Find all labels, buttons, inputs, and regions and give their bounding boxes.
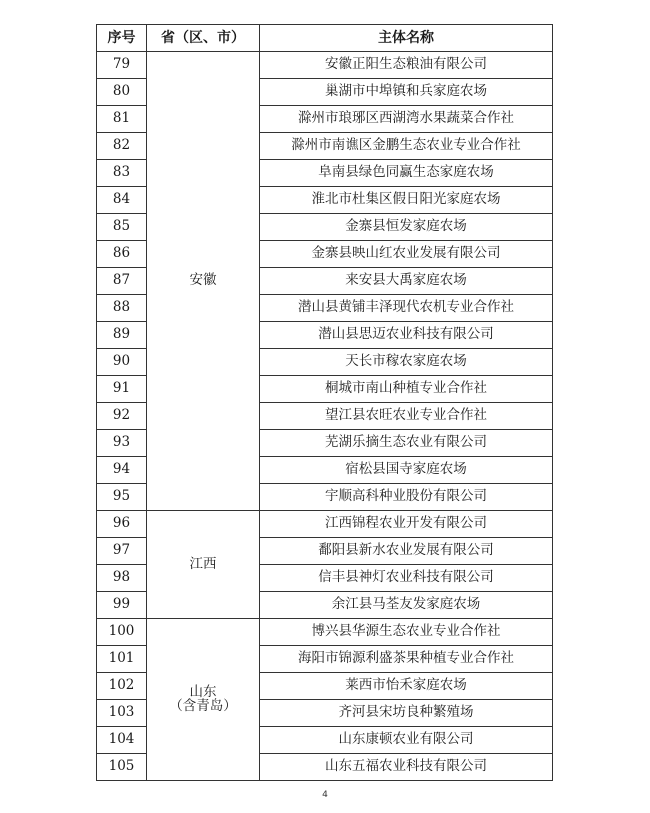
entity-name: 滁州市琅琊区西湖湾水果蔬菜合作社: [260, 106, 553, 133]
entity-name: 潜山县思迈农业科技有限公司: [260, 322, 553, 349]
row-number: 85: [97, 214, 147, 241]
table-row: [97, 619, 553, 646]
row-number: 91: [97, 376, 147, 403]
row-number: 94: [97, 457, 147, 484]
entity-name: 山东五福农业科技有限公司: [260, 754, 553, 781]
table-header-row: [97, 25, 553, 52]
row-number: 99: [97, 592, 147, 619]
entity-name: 鄱阳县新水农业发展有限公司: [260, 538, 553, 565]
province-label: 山东: [189, 684, 217, 700]
entity-name: 信丰县神灯农业科技有限公司: [260, 565, 553, 592]
province-label: 安徽: [189, 272, 217, 289]
row-number: 100: [97, 619, 147, 646]
row-number: 105: [97, 754, 147, 781]
row-number: 89: [97, 322, 147, 349]
row-number: 82: [97, 133, 147, 160]
entity-name: 金寨县映山红农业发展有限公司: [260, 241, 553, 268]
province-cell: [147, 511, 260, 619]
entity-name: 宿松县国寺家庭农场: [260, 457, 553, 484]
entity-name: 天长市稼农家庭农场: [260, 349, 553, 376]
page-number: 4: [322, 790, 328, 800]
row-number: 87: [97, 268, 147, 295]
entity-name: 山东康顿农业有限公司: [260, 727, 553, 754]
row-number: 83: [97, 160, 147, 187]
entity-name: 宇顺高科种业股份有限公司: [260, 484, 553, 511]
entity-name: 齐河县宋坊良种繁殖场: [260, 700, 553, 727]
row-number: 104: [97, 727, 147, 754]
row-number: 102: [97, 673, 147, 700]
entity-table: [96, 24, 553, 781]
entity-name: 潜山县黄铺丰泽现代农机专业合作社: [260, 295, 553, 322]
row-number: 79: [97, 52, 147, 79]
row-number: 80: [97, 79, 147, 106]
table-body: [97, 52, 553, 781]
province-label: （含青岛）: [169, 697, 237, 714]
entity-name: 金寨县恒发家庭农场: [260, 214, 553, 241]
row-number: 95: [97, 484, 147, 511]
row-number: 98: [97, 565, 147, 592]
row-number: 97: [97, 538, 147, 565]
row-number: 92: [97, 403, 147, 430]
entity-name: 莱西市怡禾家庭农场: [260, 673, 553, 700]
row-number: 90: [97, 349, 147, 376]
header-no: 序号: [97, 25, 147, 52]
entity-name: 阜南县绿色同赢生态家庭农场: [260, 160, 553, 187]
entity-name: 来安县大禹家庭农场: [260, 268, 553, 295]
row-number: 88: [97, 295, 147, 322]
entity-name: 桐城市南山种植专业合作社: [260, 376, 553, 403]
entity-name: 海阳市锦源利盛茶果种植专业合作社: [260, 646, 553, 673]
entity-name: 余江县马荃友发家庭农场: [260, 592, 553, 619]
row-number: 86: [97, 241, 147, 268]
province-cell: [147, 52, 260, 511]
row-number: 84: [97, 187, 147, 214]
province-label: 江西: [189, 555, 217, 572]
header-province: 省（区、市）: [147, 25, 260, 52]
province-cell: [147, 619, 260, 781]
entity-name: 巢湖市中埠镇和兵家庭农场: [260, 79, 553, 106]
table-row: [97, 52, 553, 79]
row-number: 103: [97, 700, 147, 727]
header-name: 主体名称: [260, 25, 553, 52]
table-row: [97, 511, 553, 538]
entity-name: 博兴县华源生态农业专业合作社: [260, 619, 553, 646]
entity-name: 江西锦程农业开发有限公司: [260, 511, 553, 538]
entity-name: 淮北市杜集区假日阳光家庭农场: [260, 187, 553, 214]
row-number: 93: [97, 430, 147, 457]
row-number: 81: [97, 106, 147, 133]
entity-name: 芜湖乐摘生态农业有限公司: [260, 430, 553, 457]
entity-name: 安徽正阳生态粮油有限公司: [260, 52, 553, 79]
entity-name: 望江县农旺农业专业合作社: [260, 403, 553, 430]
row-number: 101: [97, 646, 147, 673]
row-number: 96: [97, 511, 147, 538]
entity-name: 滁州市南谯区金鹏生态农业专业合作社: [260, 133, 553, 160]
